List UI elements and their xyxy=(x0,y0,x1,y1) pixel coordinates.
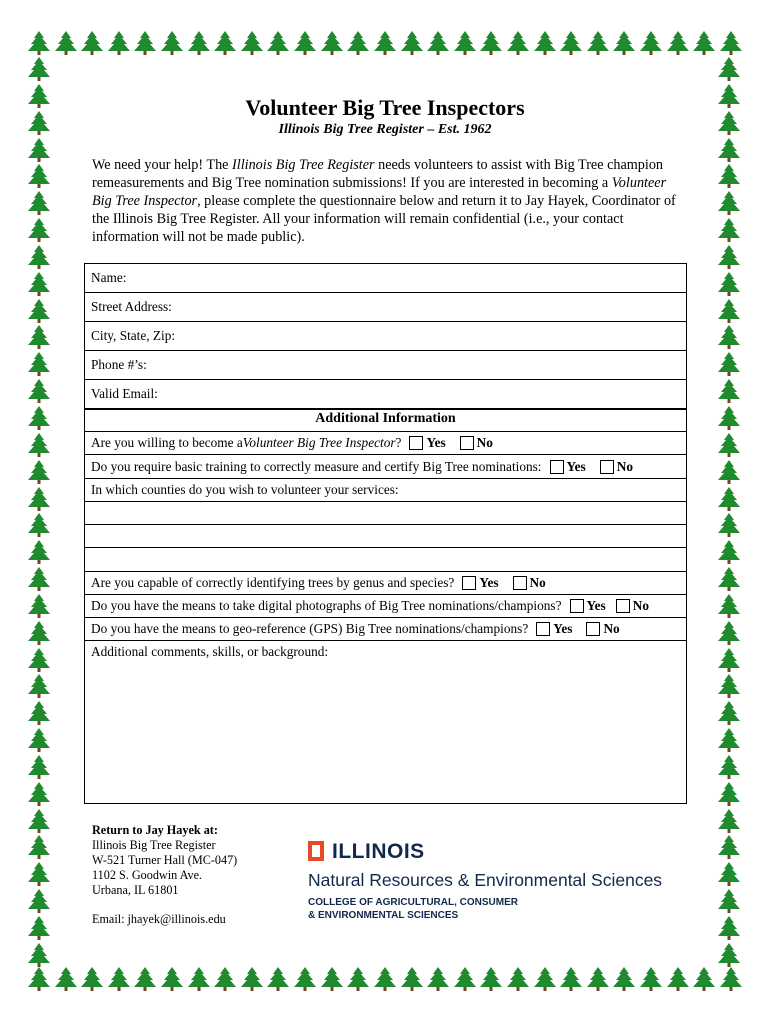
checkbox-icon[interactable] xyxy=(536,622,550,636)
pine-tree-icon xyxy=(372,30,398,56)
pine-tree-icon xyxy=(26,512,52,538)
pine-tree-icon xyxy=(26,190,52,216)
pine-tree-icon xyxy=(425,30,451,56)
pine-tree-icon xyxy=(26,137,52,163)
pine-tree-icon xyxy=(716,459,742,485)
pine-tree-icon xyxy=(585,966,611,992)
block-i-icon xyxy=(308,841,324,861)
pine-tree-icon xyxy=(716,861,742,887)
pine-tree-icon xyxy=(26,378,52,404)
pine-tree-icon xyxy=(505,30,531,56)
pine-tree-icon xyxy=(399,30,425,56)
pine-tree-icon xyxy=(716,512,742,538)
pine-tree-icon xyxy=(716,754,742,780)
pine-tree-icon xyxy=(212,966,238,992)
pine-tree-icon xyxy=(26,727,52,753)
question-training: Do you require basic training to correctly measure and certify Big Tree nominations: Yes No xyxy=(85,455,686,479)
pine-tree-icon xyxy=(691,30,717,56)
pine-tree-icon xyxy=(79,30,105,56)
pine-tree-icon xyxy=(79,966,105,992)
page-subtitle: Illinois Big Tree Register – Est. 1962 xyxy=(278,122,492,137)
illinois-logo: ILLINOIS Natural Resources & Environmental Sciences COLLEGE OF AGRICULTURAL, CONSUMER & ENVIRONMENTAL SCIENCES xyxy=(308,840,663,921)
return-address: Return to Jay Hayek at: Illinois Big Tree Register W-521 Turner Hall (MC-047) 1102 S. Goodwin Ave. Urbana, IL 61801 Email: jhayek@illinois.edu xyxy=(92,823,238,926)
pine-tree-icon xyxy=(716,834,742,860)
pine-tree-icon xyxy=(665,30,691,56)
pine-tree-icon xyxy=(265,30,291,56)
pine-tree-icon xyxy=(239,966,265,992)
pine-tree-icon xyxy=(26,539,52,565)
pine-tree-icon xyxy=(716,298,742,324)
city-state-zip-field[interactable]: City, State, Zip: xyxy=(85,322,686,351)
pine-tree-icon xyxy=(26,298,52,324)
pine-tree-icon xyxy=(716,163,742,189)
checkbox-icon[interactable] xyxy=(600,460,614,474)
pine-tree-icon xyxy=(106,966,132,992)
pine-tree-icon xyxy=(452,30,478,56)
pine-tree-icon xyxy=(716,888,742,914)
pine-tree-icon xyxy=(319,30,345,56)
pine-tree-icon xyxy=(716,539,742,565)
pine-tree-icon xyxy=(558,30,584,56)
pine-tree-icon xyxy=(716,137,742,163)
pine-tree-icon xyxy=(638,966,664,992)
checkbox-icon[interactable] xyxy=(409,436,423,450)
pine-tree-icon xyxy=(716,808,742,834)
pine-tree-icon xyxy=(53,966,79,992)
pine-tree-icon xyxy=(26,966,52,992)
pine-tree-icon xyxy=(26,163,52,189)
pine-tree-icon xyxy=(26,915,52,941)
contact-email: Email: jhayek@illinois.edu xyxy=(92,912,226,926)
pine-tree-icon xyxy=(159,30,185,56)
pine-tree-icon xyxy=(716,727,742,753)
name-field[interactable]: Name: xyxy=(85,264,686,293)
pine-tree-icon xyxy=(26,781,52,807)
pine-tree-icon xyxy=(26,30,52,56)
pine-tree-icon xyxy=(716,486,742,512)
checkbox-icon[interactable] xyxy=(570,599,584,613)
street-address-field[interactable]: Street Address: xyxy=(85,293,686,322)
pine-tree-icon xyxy=(716,942,742,968)
pine-tree-icon xyxy=(718,966,744,992)
pine-tree-icon xyxy=(478,966,504,992)
email-field[interactable]: Valid Email: xyxy=(85,380,686,410)
question-identify-trees: Are you capable of correctly identifying trees by genus and species? Yes No xyxy=(85,572,686,595)
phone-field[interactable]: Phone #’s: xyxy=(85,351,686,380)
pine-tree-icon xyxy=(718,30,744,56)
checkbox-icon[interactable] xyxy=(616,599,630,613)
pine-tree-icon xyxy=(716,673,742,699)
pine-tree-icon xyxy=(585,30,611,56)
question-willing: Are you willing to become a Volunteer Big Tree Inspector ? Yes No xyxy=(85,432,686,455)
tree-border-bottom xyxy=(26,966,744,994)
tree-border-right xyxy=(716,56,744,968)
question-photographs: Do you have the means to take digital photographs of Big Tree nominations/champions? Yes No xyxy=(85,595,686,618)
pine-tree-icon xyxy=(26,593,52,619)
pine-tree-icon xyxy=(345,30,371,56)
section-heading: Additional Information xyxy=(315,411,456,426)
pine-tree-icon xyxy=(292,30,318,56)
counties-line-1[interactable] xyxy=(85,502,686,525)
pine-tree-icon xyxy=(26,566,52,592)
pine-tree-icon xyxy=(425,966,451,992)
pine-tree-icon xyxy=(26,459,52,485)
pine-tree-icon xyxy=(716,700,742,726)
pine-tree-icon xyxy=(26,486,52,512)
pine-tree-icon xyxy=(372,966,398,992)
pine-tree-icon xyxy=(26,217,52,243)
pine-tree-icon xyxy=(186,30,212,56)
pine-tree-icon xyxy=(319,966,345,992)
pine-tree-icon xyxy=(665,966,691,992)
page-title: Volunteer Big Tree Inspectors xyxy=(245,95,525,120)
pine-tree-icon xyxy=(26,432,52,458)
pine-tree-icon xyxy=(26,888,52,914)
checkbox-icon[interactable] xyxy=(513,576,527,590)
pine-tree-icon xyxy=(505,966,531,992)
pine-tree-icon xyxy=(532,966,558,992)
counties-line-2[interactable] xyxy=(85,525,686,548)
tree-border-left xyxy=(26,56,54,968)
pine-tree-icon xyxy=(532,30,558,56)
pine-tree-icon xyxy=(716,324,742,350)
question-comments: Additional comments, skills, or background: xyxy=(91,644,329,659)
pine-tree-icon xyxy=(106,30,132,56)
pine-tree-icon xyxy=(716,190,742,216)
question-counties: In which counties do you wish to volunteer your services: xyxy=(85,479,686,502)
pine-tree-icon xyxy=(716,593,742,619)
pine-tree-icon xyxy=(716,432,742,458)
pine-tree-icon xyxy=(132,966,158,992)
pine-tree-icon xyxy=(26,324,52,350)
pine-tree-icon xyxy=(611,966,637,992)
checkbox-icon[interactable] xyxy=(462,576,476,590)
pine-tree-icon xyxy=(716,781,742,807)
pine-tree-icon xyxy=(212,30,238,56)
pine-tree-icon xyxy=(716,378,742,404)
pine-tree-icon xyxy=(292,966,318,992)
pine-tree-icon xyxy=(26,620,52,646)
pine-tree-icon xyxy=(26,56,52,82)
pine-tree-icon xyxy=(26,271,52,297)
pine-tree-icon xyxy=(26,834,52,860)
pine-tree-icon xyxy=(399,966,425,992)
pine-tree-icon xyxy=(26,700,52,726)
pine-tree-icon xyxy=(691,966,717,992)
questionnaire-form xyxy=(84,263,687,804)
pine-tree-icon xyxy=(716,56,742,82)
pine-tree-icon xyxy=(26,808,52,834)
section-heading-rule xyxy=(85,409,686,432)
question-gps: Do you have the means to geo-reference (GPS) Big Tree nominations/champions? Yes No xyxy=(85,618,686,641)
pine-tree-icon xyxy=(26,942,52,968)
pine-tree-icon xyxy=(26,647,52,673)
counties-line-3[interactable] xyxy=(85,548,686,572)
pine-tree-icon xyxy=(26,861,52,887)
pine-tree-icon xyxy=(345,966,371,992)
pine-tree-icon xyxy=(716,217,742,243)
tree-border-top xyxy=(26,30,744,58)
pine-tree-icon xyxy=(26,673,52,699)
pine-tree-icon xyxy=(159,966,185,992)
pine-tree-icon xyxy=(716,271,742,297)
intro-paragraph: We need your help! The Illinois Big Tree Register needs volunteers to assist with Big Tree champion remeasurements and Big Tree nomination submissions! If you are interested in becoming a Volunteer Big Tree Inspector, please complete the questionnaire below and return it to Jay Hayek, Coordinator of the Illinois Big Tree Register. All your information will remain confidential (i.e., your contact information will not be made public). xyxy=(92,157,676,245)
pine-tree-icon xyxy=(716,647,742,673)
pine-tree-icon xyxy=(26,351,52,377)
checkbox-icon[interactable] xyxy=(550,460,564,474)
pine-tree-icon xyxy=(716,405,742,431)
pine-tree-icon xyxy=(265,966,291,992)
pine-tree-icon xyxy=(53,30,79,56)
pine-tree-icon xyxy=(186,966,212,992)
pine-tree-icon xyxy=(26,244,52,270)
comments-area[interactable] xyxy=(85,664,686,803)
pine-tree-icon xyxy=(239,30,265,56)
pine-tree-icon xyxy=(26,754,52,780)
pine-tree-icon xyxy=(452,966,478,992)
pine-tree-icon xyxy=(478,30,504,56)
pine-tree-icon xyxy=(716,915,742,941)
pine-tree-icon xyxy=(716,566,742,592)
checkbox-icon[interactable] xyxy=(586,622,600,636)
pine-tree-icon xyxy=(716,620,742,646)
checkbox-icon[interactable] xyxy=(460,436,474,450)
pine-tree-icon xyxy=(611,30,637,56)
pine-tree-icon xyxy=(716,244,742,270)
pine-tree-icon xyxy=(132,30,158,56)
pine-tree-icon xyxy=(638,30,664,56)
pine-tree-icon xyxy=(26,405,52,431)
pine-tree-icon xyxy=(716,351,742,377)
pine-tree-icon xyxy=(558,966,584,992)
